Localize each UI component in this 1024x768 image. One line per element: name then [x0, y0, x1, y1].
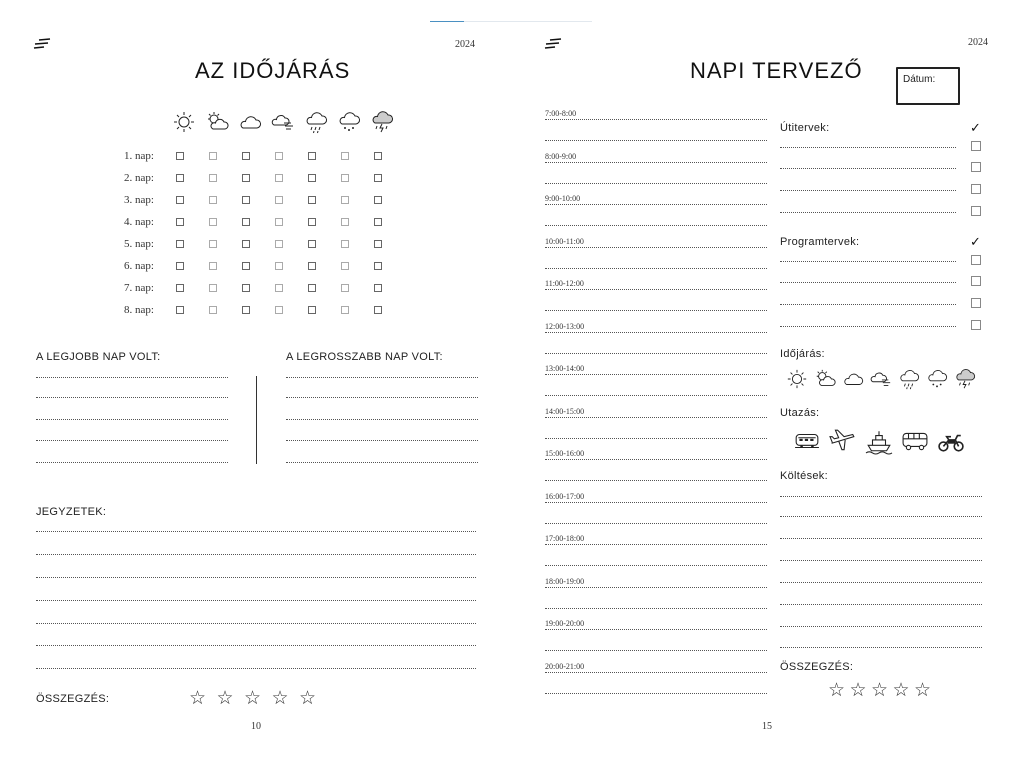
sun-cloud-icon[interactable] [205, 110, 229, 134]
weather-checkbox[interactable] [341, 306, 349, 314]
weather-checkbox[interactable] [374, 284, 382, 292]
weather-checkbox[interactable] [275, 284, 283, 292]
scroll-track-right [512, 21, 592, 22]
weather-checkbox[interactable] [374, 174, 382, 182]
day-label-7: 7. nap: [124, 282, 154, 294]
worst-day-line[interactable] [286, 419, 478, 420]
time-slot-line[interactable] [545, 608, 767, 609]
bus-icon[interactable] [902, 428, 928, 454]
weather-checkbox[interactable] [308, 306, 316, 314]
time-slot-label: 10:00-11:00 [545, 236, 584, 246]
expense-line[interactable] [780, 496, 982, 497]
worst-day-line[interactable] [286, 440, 478, 441]
weather-checkbox[interactable] [242, 196, 250, 204]
right-page [512, 0, 1024, 768]
time-slot-label: 13:00-14:00 [545, 364, 585, 373]
time-slot-line[interactable] [545, 544, 767, 545]
plan-line[interactable] [780, 326, 956, 327]
plan-line[interactable] [780, 261, 956, 262]
expense-line[interactable] [780, 647, 982, 648]
weather-checkbox[interactable] [209, 218, 217, 226]
weather-checkbox[interactable] [308, 152, 316, 160]
notes-heading: JEGYZETEK: [36, 506, 107, 518]
rating-star-2[interactable]: ☆ [216, 688, 234, 709]
expense-line[interactable] [780, 626, 982, 627]
year-label: 2024 [968, 37, 988, 48]
airplane-icon[interactable] [830, 428, 856, 454]
weather-checkbox[interactable] [176, 218, 184, 226]
plan-checkbox[interactable] [971, 184, 981, 194]
weather-checkbox[interactable] [242, 218, 250, 226]
time-slot-line[interactable] [545, 140, 767, 141]
time-slot-label: 18:00-19:00 [545, 576, 585, 586]
weather-checkbox[interactable] [209, 196, 217, 204]
time-slot-label: 19:00-20:00 [545, 619, 585, 628]
best-day-line[interactable] [36, 440, 228, 441]
weather-checkbox[interactable] [209, 306, 217, 314]
notes-line[interactable] [36, 554, 476, 555]
expenses-heading: Költések: [780, 470, 828, 482]
time-slot-line[interactable] [545, 119, 767, 120]
page-number: 15 [762, 721, 772, 732]
motorcycle-icon[interactable] [938, 428, 964, 454]
weather-checkbox[interactable] [176, 174, 184, 182]
page-number: 10 [251, 721, 261, 732]
day-label-4: 4. nap: [124, 216, 154, 228]
plan-checkbox[interactable] [971, 162, 981, 172]
weather-icon-row [170, 110, 400, 134]
rating-star-4[interactable]: ☆ [271, 688, 289, 709]
worst-day-heading: A LEGROSSZABB NAP VOLT: [286, 351, 443, 363]
train-icon[interactable] [794, 428, 820, 454]
cloud-rain-icon[interactable] [898, 368, 920, 390]
rating-star-1[interactable]: ☆ [189, 688, 207, 709]
time-slot-line[interactable] [545, 523, 767, 524]
weather-checkbox[interactable] [242, 240, 250, 248]
transport-heading: Utazás: [780, 407, 820, 419]
rating-star-1[interactable]: ☆ [828, 680, 846, 701]
sun-icon[interactable] [172, 110, 196, 134]
weather-checkbox[interactable] [374, 262, 382, 270]
rating-star-3[interactable]: ☆ [244, 688, 262, 709]
weather-checkbox[interactable] [209, 240, 217, 248]
time-slot-line[interactable] [545, 459, 767, 460]
cloud-icon[interactable] [842, 368, 864, 390]
cloud-icon[interactable] [238, 110, 262, 134]
weather-checkbox[interactable] [308, 240, 316, 248]
plan-checkbox[interactable] [971, 276, 981, 286]
rating-star-3[interactable]: ☆ [871, 680, 889, 701]
weather-checkbox[interactable] [374, 306, 382, 314]
plan-line[interactable] [780, 282, 956, 283]
weather-checkbox[interactable] [308, 284, 316, 292]
time-slot-line[interactable] [545, 565, 767, 566]
scroll-track [464, 21, 512, 22]
time-slot-label: 14:00-15:00 [545, 406, 585, 416]
time-slot-line[interactable] [545, 183, 767, 184]
weather-checkbox[interactable] [176, 240, 184, 248]
expense-line[interactable] [780, 604, 982, 605]
weather-checkbox[interactable] [308, 262, 316, 270]
weather-checkbox[interactable] [275, 174, 283, 182]
time-slot-label: 11:00-12:00 [545, 279, 584, 288]
plan-checkbox[interactable] [971, 320, 981, 330]
weather-checkbox[interactable] [275, 196, 283, 204]
time-slot-line[interactable] [545, 332, 767, 333]
summary-heading: ÖSSZEGZÉS: [36, 693, 110, 705]
weather-checkbox[interactable] [242, 262, 250, 270]
day-label-3: 3. nap: [124, 194, 154, 206]
time-slot-line[interactable] [545, 587, 767, 588]
cloud-snow-icon[interactable] [926, 368, 948, 390]
expense-line[interactable] [780, 538, 982, 539]
best-day-line[interactable] [36, 397, 228, 398]
weather-checkbox[interactable] [374, 218, 382, 226]
notes-line[interactable] [36, 600, 476, 601]
day-label-2: 2. nap: [124, 172, 154, 184]
day-label-6: 6. nap: [124, 260, 154, 272]
time-slot-line[interactable] [545, 353, 767, 354]
cloud-snow-icon[interactable] [337, 110, 361, 134]
cloud-storm-icon[interactable] [954, 368, 976, 390]
time-slot-line[interactable] [545, 672, 767, 673]
weather-checkbox[interactable] [374, 152, 382, 160]
notes-line[interactable] [36, 623, 476, 624]
time-slot-label: 7:00-8:00 [545, 109, 577, 118]
plan-line[interactable] [780, 147, 956, 148]
year-label: 2024 [455, 39, 475, 50]
weather-checkbox[interactable] [242, 306, 250, 314]
rating-star-2[interactable]: ☆ [849, 680, 867, 701]
worst-day-line[interactable] [286, 397, 478, 398]
weather-checkbox[interactable] [209, 152, 217, 160]
time-slot-line[interactable] [545, 310, 767, 311]
rating-star-5[interactable]: ☆ [299, 688, 317, 709]
plan-line[interactable] [780, 190, 956, 191]
best-day-heading: A LEGJOBB NAP VOLT: [36, 351, 161, 363]
plan-checkbox[interactable] [971, 141, 981, 151]
sun-icon[interactable] [786, 368, 808, 390]
time-slot-line[interactable] [545, 162, 767, 163]
weather-checkbox[interactable] [209, 284, 217, 292]
time-slot-label: 16:00-17:00 [545, 491, 585, 501]
day-label-8: 8. nap: [124, 304, 154, 316]
weather-checkbox[interactable] [341, 218, 349, 226]
brand-logo-icon [544, 38, 562, 50]
plan-line[interactable] [780, 212, 956, 213]
weather-checkbox[interactable] [308, 218, 316, 226]
weather-checkbox[interactable] [275, 152, 283, 160]
time-slot-line[interactable] [545, 247, 767, 248]
worst-day-line[interactable] [286, 462, 478, 463]
sun-cloud-icon[interactable] [814, 368, 836, 390]
check-icon: ✓ [970, 120, 981, 135]
weather-checkbox[interactable] [242, 284, 250, 292]
weather-checkbox[interactable] [341, 284, 349, 292]
time-slot-line[interactable] [545, 225, 767, 226]
weather-checkbox[interactable] [341, 174, 349, 182]
brand-logo-icon [33, 38, 51, 50]
cloud-wind-icon[interactable] [870, 368, 892, 390]
weather-checkbox[interactable] [275, 240, 283, 248]
time-slot-line[interactable] [545, 438, 767, 439]
best-day-line[interactable] [36, 419, 228, 420]
time-slot-line[interactable] [545, 502, 767, 503]
expense-line[interactable] [780, 516, 982, 517]
weather-checkbox[interactable] [176, 262, 184, 270]
weather-checkbox[interactable] [209, 262, 217, 270]
time-slot-label: 8:00-9:00 [545, 151, 577, 161]
time-slot-line[interactable] [545, 204, 767, 205]
time-slot-line[interactable] [545, 480, 767, 481]
weather-icon-row [786, 368, 986, 392]
page-title: AZ IDŐJÁRÁS [195, 58, 351, 83]
time-slot-line[interactable] [545, 693, 767, 694]
weather-checkbox[interactable] [242, 174, 250, 182]
weather-checkbox[interactable] [275, 218, 283, 226]
notes-line[interactable] [36, 645, 476, 646]
plan-line[interactable] [780, 304, 956, 305]
time-slot-line[interactable] [545, 289, 767, 290]
weather-checkbox[interactable] [176, 284, 184, 292]
expense-line[interactable] [780, 582, 982, 583]
worst-day-line[interactable] [286, 377, 478, 378]
page-title: NAPI TERVEZŐ [690, 58, 863, 83]
weather-checkbox[interactable] [308, 174, 316, 182]
best-day-line[interactable] [36, 462, 228, 463]
weather-checkbox[interactable] [374, 196, 382, 204]
travel-plans-heading: Útitervek: [780, 122, 830, 134]
time-slot-line[interactable] [545, 650, 767, 651]
cloud-rain-icon[interactable] [304, 110, 328, 134]
cloud-wind-icon[interactable] [271, 110, 295, 134]
date-label: Dátum: [903, 74, 936, 85]
weather-checkbox[interactable] [341, 240, 349, 248]
weather-checkbox[interactable] [176, 306, 184, 314]
expense-line[interactable] [780, 560, 982, 561]
time-slot-line[interactable] [545, 417, 767, 418]
plan-checkbox[interactable] [971, 255, 981, 265]
plan-checkbox[interactable] [971, 206, 981, 216]
ship-icon[interactable] [866, 428, 892, 454]
check-icon: ✓ [970, 234, 981, 249]
time-slot-label: 9:00-10:00 [545, 194, 581, 203]
plan-checkbox[interactable] [971, 298, 981, 308]
weather-heading: Időjárás: [780, 348, 825, 360]
summary-heading: ÖSSZEGZÉS: [780, 661, 854, 673]
time-slot-line[interactable] [545, 629, 767, 630]
weather-checkbox[interactable] [308, 196, 316, 204]
time-slot-line[interactable] [545, 268, 767, 269]
column-divider [256, 376, 257, 464]
plan-line[interactable] [780, 168, 956, 169]
time-slot-line[interactable] [545, 374, 767, 375]
cloud-storm-icon[interactable] [370, 110, 394, 134]
weather-checkbox[interactable] [176, 196, 184, 204]
rating-star-4[interactable]: ☆ [892, 680, 910, 701]
weather-checkbox[interactable] [275, 262, 283, 270]
notes-line[interactable] [36, 531, 476, 532]
best-day-line[interactable] [36, 377, 228, 378]
time-slot-label: 17:00-18:00 [545, 534, 585, 543]
weather-checkbox[interactable] [341, 262, 349, 270]
scroll-indicator [430, 21, 464, 22]
weather-checkbox[interactable] [341, 196, 349, 204]
time-slot-label: 20:00-21:00 [545, 661, 585, 671]
day-label-1: 1. nap: [124, 150, 154, 162]
weather-checkbox[interactable] [209, 174, 217, 182]
weather-checkbox[interactable] [176, 152, 184, 160]
notes-line[interactable] [36, 577, 476, 578]
day-label-5: 5. nap: [124, 238, 154, 250]
weather-checkbox[interactable] [275, 306, 283, 314]
time-slot-line[interactable] [545, 395, 767, 396]
time-slot-label: 15:00-16:00 [545, 449, 585, 458]
transport-icon-row [794, 428, 984, 454]
date-box[interactable] [896, 67, 960, 105]
weather-checkbox[interactable] [242, 152, 250, 160]
program-plans-heading: Programtervek: [780, 236, 860, 248]
weather-checkbox[interactable] [374, 240, 382, 248]
weather-checkbox[interactable] [341, 152, 349, 160]
rating-star-5[interactable]: ☆ [914, 680, 932, 701]
time-slot-label: 12:00-13:00 [545, 321, 585, 331]
notes-line[interactable] [36, 668, 476, 669]
